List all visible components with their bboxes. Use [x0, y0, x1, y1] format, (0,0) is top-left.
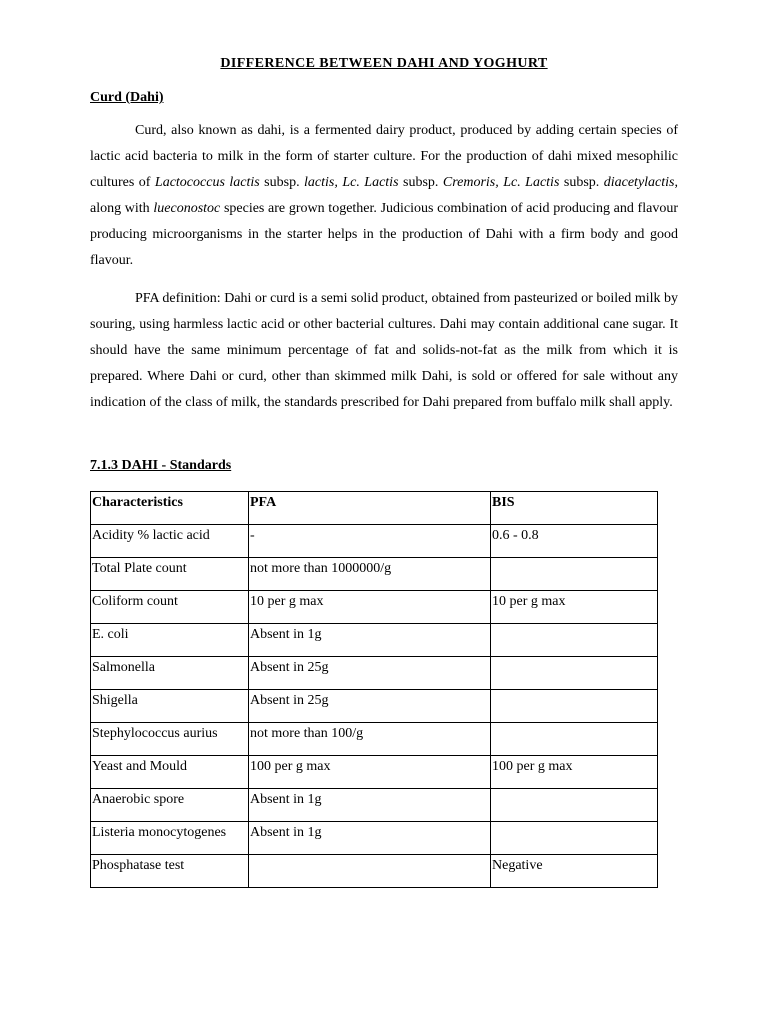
table-row	[91, 723, 658, 756]
bis-cell	[491, 624, 658, 657]
table-row	[91, 690, 658, 723]
pfa-cell: Absent in 1g	[249, 822, 491, 855]
bis-cell: Negative	[491, 855, 658, 888]
species-name: lactis, Lc. Lactis	[304, 175, 399, 190]
characteristic-cell: Total Plate count	[91, 558, 249, 591]
bis-cell	[491, 789, 658, 822]
header-cell-pfa: PFA	[249, 492, 491, 525]
table-body	[91, 492, 658, 888]
pfa-cell: Absent in 1g	[249, 624, 491, 657]
pfa-cell: not more than 100/g	[249, 723, 491, 756]
species-name: diacetylactis	[603, 175, 675, 190]
bis-cell	[491, 690, 658, 723]
text-span: subsp.	[559, 175, 604, 190]
table-row	[91, 756, 658, 789]
characteristic-cell: E. coli	[91, 624, 249, 657]
header-cell-characteristics: Characteristics	[91, 492, 249, 525]
text-span: subsp.	[259, 175, 305, 190]
species-name: Lactococcus lactis	[154, 175, 260, 190]
table-row	[91, 525, 658, 558]
section-heading-curd: Curd (Dahi)	[90, 90, 164, 105]
table-row	[91, 855, 658, 888]
pfa-cell: Absent in 1g	[249, 789, 491, 822]
characteristic-cell: Coliform count	[91, 591, 249, 624]
characteristic-cell: Salmonella	[91, 657, 249, 690]
bis-cell: 10 per g max	[491, 591, 658, 624]
table-row	[91, 624, 658, 657]
table-header-row	[91, 492, 658, 525]
pfa-cell: not more than 1000000/g	[249, 558, 491, 591]
characteristic-cell: Acidity % lactic acid	[91, 525, 249, 558]
pfa-cell	[249, 855, 491, 888]
bis-cell	[491, 822, 658, 855]
species-name: lueconostoc	[153, 201, 221, 216]
document-title: DIFFERENCE BETWEEN DAHI AND YOGHURT	[220, 56, 548, 71]
text-span: Curd, also known as dahi, is a fermented dairy product, produced by adding certain species of lactic acid bacteria to milk in the form of starter culture. For the production of dahi mixed mesophilic cultures of	[90, 123, 678, 190]
table-row	[91, 558, 658, 591]
characteristic-cell: Stephylococcus aurius	[91, 723, 249, 756]
text-span: subsp.	[398, 175, 443, 190]
characteristic-cell: Shigella	[91, 690, 249, 723]
text-span: , along with	[90, 175, 678, 216]
text-span: species are grown together. Judicious combination of acid producing and flavour producing microorganisms in the starter helps in the production of Dahi with a firm body and good flavour.	[90, 201, 678, 268]
pfa-cell: Absent in 25g	[249, 657, 491, 690]
bis-cell	[491, 558, 658, 591]
bis-cell	[491, 723, 658, 756]
table-row	[91, 789, 658, 822]
species-name: Cremoris, Lc. Lactis	[442, 175, 560, 190]
pfa-cell: 100 per g max	[249, 756, 491, 789]
bis-cell	[491, 657, 658, 690]
bis-cell: 0.6 - 0.8	[491, 525, 658, 558]
table-row	[91, 822, 658, 855]
section-heading-standards: 7.1.3 DAHI - Standards	[90, 458, 232, 473]
characteristic-cell: Yeast and Mould	[91, 756, 249, 789]
characteristic-cell: Anaerobic spore	[91, 789, 249, 822]
paragraph-pfa-definition: PFA definition: Dahi or curd is a semi solid product, obtained from pasteurized or boiled milk by souring, using harmless lactic acid or other bacterial cultures. Dahi may contain additional cane sugar. It should have the same minimum percentage of fat and solids-not-fat as the milk from which it is prepared. Where Dahi or curd, other than skimmed milk Dahi, is sold or offered for sale without any indication of the class of milk, the standards prescribed for Dahi prepared from buffalo milk shall apply.	[90, 291, 678, 410]
paragraph-curd-description	[90, 118, 678, 274]
bis-cell: 100 per g max	[491, 756, 658, 789]
pfa-cell: -	[249, 525, 491, 558]
pfa-cell: Absent in 25g	[249, 690, 491, 723]
pfa-cell: 10 per g max	[249, 591, 491, 624]
characteristic-cell: Listeria monocytogenes	[91, 822, 249, 855]
table-row	[91, 591, 658, 624]
dahi-standards-table	[90, 491, 658, 888]
characteristic-cell: Phosphatase test	[91, 855, 249, 888]
table-row	[91, 657, 658, 690]
header-cell-bis: BIS	[491, 492, 658, 525]
